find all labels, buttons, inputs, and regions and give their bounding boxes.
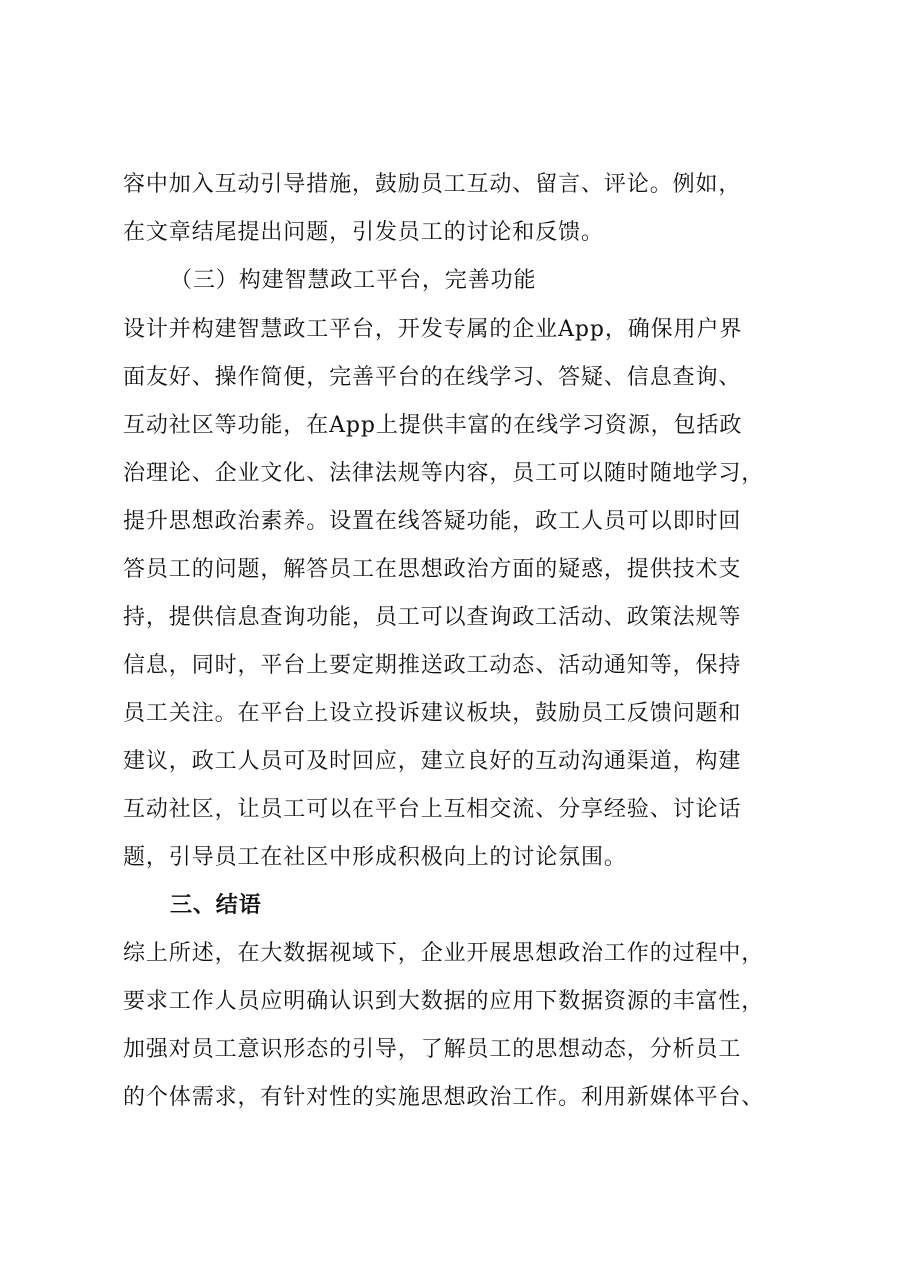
- paragraph-line-16: 要求工作人员应明确认识到大数据的应用下数据资源的丰富性，: [123, 989, 765, 1014]
- paragraph-line-10: 信息，同时，平台上要定期推送政工动态、活动通知等，保持: [123, 653, 742, 678]
- paragraph-line-12: 建议，政工人员可及时回应，建立良好的互动沟通渠道，构建: [123, 749, 742, 774]
- paragraph-line-1: 容中加入互动引导措施，鼓励员工互动、留言、评论。例如，: [123, 172, 742, 197]
- section-heading: 三、结语: [170, 893, 262, 918]
- paragraph-line-14: 题，引导员工在社区中形成积极向上的讨论氛围。: [123, 845, 627, 870]
- paragraph-line-9: 持，提供信息查询功能，员工可以查询政工活动、政策法规等: [123, 605, 742, 630]
- paragraph-line-15: 综上所述，在大数据视域下，企业开展思想政治工作的过程中，: [123, 941, 765, 966]
- paragraph-line-2: 在文章结尾提出问题，引发员工的讨论和反馈。: [123, 220, 604, 245]
- paragraph-line-6: 治理论、企业文化、法律法规等内容，员工可以随时随地学习，: [123, 461, 765, 486]
- subsection-heading: （三）构建智慧政工平台，完善功能: [170, 268, 537, 293]
- paragraph-line-4: 面友好、操作简便，完善平台的在线学习、答疑、信息查询、: [123, 365, 742, 390]
- paragraph-line-7: 提升思想政治素养。设置在线答疑功能，政工人员可以即时回: [123, 509, 742, 534]
- paragraph-line-5: 互动社区等功能，在App上提供丰富的在线学习资源，包括政: [123, 413, 743, 438]
- paragraph-line-3: 设计并构建智慧政工平台，开发专属的企业App，确保用户界: [123, 317, 743, 342]
- paragraph-line-11: 员工关注。在平台上设立投诉建议板块，鼓励员工反馈问题和: [123, 701, 742, 726]
- paragraph-line-8: 答员工的问题，解答员工在思想政治方面的疑惑，提供技术支: [123, 557, 742, 582]
- paragraph-line-18: 的个体需求，有针对性的实施思想政治工作。利用新媒体平台、: [123, 1085, 765, 1110]
- paragraph-line-17: 加强对员工意识形态的引导，了解员工的思想动态，分析员工: [123, 1037, 742, 1062]
- paragraph-line-13: 互动社区，让员工可以在平台上互相交流、分享经验、讨论话: [123, 797, 742, 822]
